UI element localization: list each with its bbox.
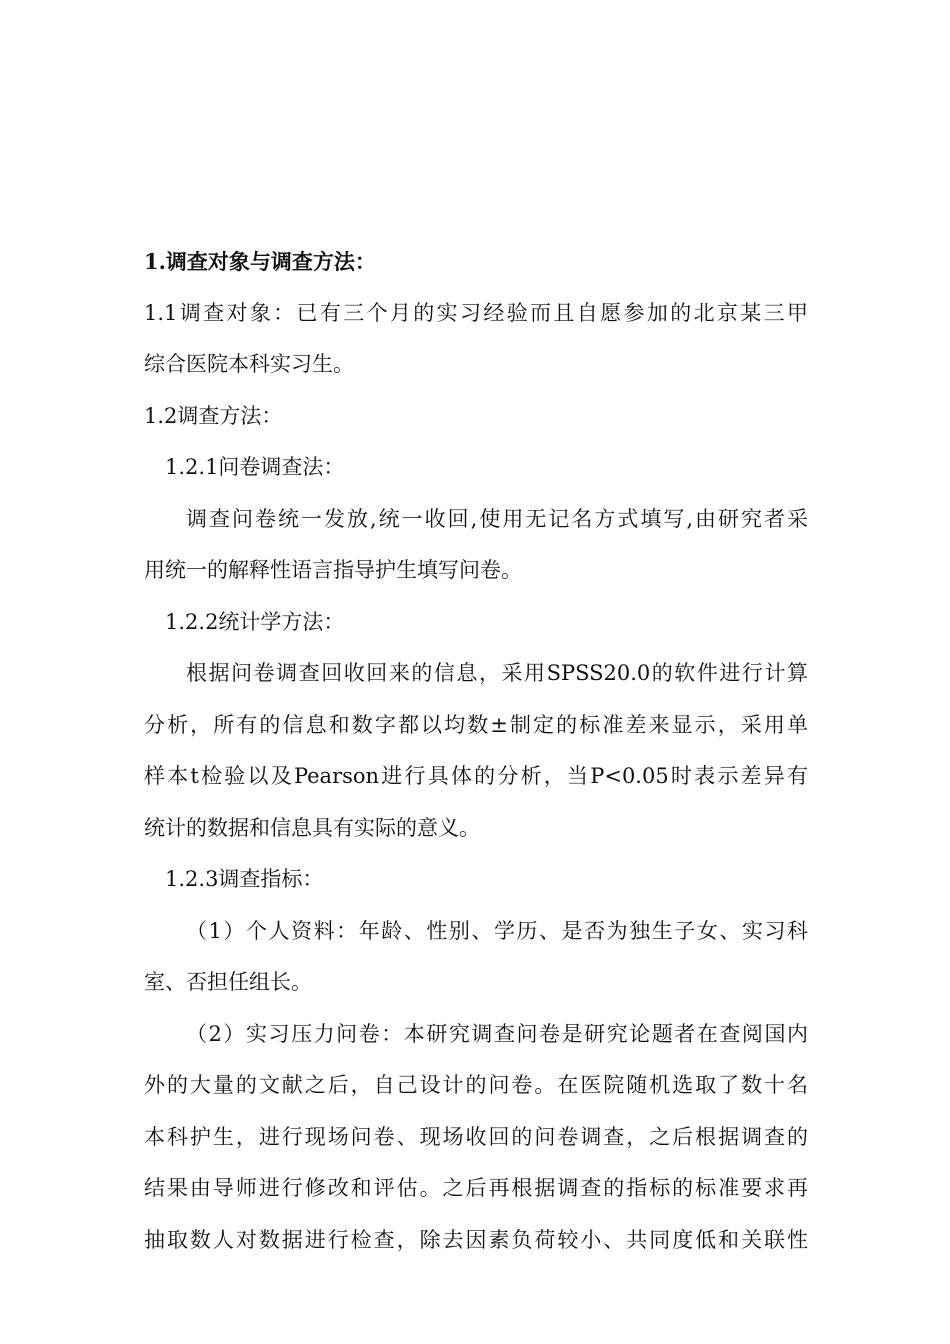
section-1-2-1-heading: 1.2.1问卷调查法：: [165, 455, 345, 479]
paragraph-4-line-4: 结果由导师进行修改和评估。之后再根据调查的指标的标准要求再: [144, 1176, 808, 1200]
paragraph-1-line-1: 调查问卷统一发放,统一收回,使用无记名方式填写,由研究者采: [186, 506, 808, 531]
section-1-2-2-heading: 1.2.2统计学方法：: [165, 609, 345, 634]
paragraph-4-line-2: 外的大量的文献之后，自己设计的问卷。在医院随机选取了数十名: [144, 1073, 808, 1097]
paragraph-3-line-2: 室、否担任组长。: [144, 970, 312, 994]
section-1-1-line-1: 1.1调查对象：已有三个月的实习经验而且自愿参加的北京某三甲: [144, 300, 808, 325]
paragraph-3-line-1: （1）个人资料：年龄、性别、学历、是否为独生子女、实习科: [186, 918, 808, 943]
paragraph-2-line-4: 统计的数据和信息具有实际的意义。: [144, 815, 480, 840]
section-1-2-heading: 1.2调查方法：: [144, 403, 283, 428]
paragraph-4-line-5: 抽取数人对数据进行检查，除去因素负荷较小、共同度低和关联性: [144, 1227, 808, 1252]
paragraph-4-line-3: 本科护生，进行现场问卷、现场收回的问卷调查，之后根据调查的: [144, 1124, 808, 1149]
paragraph-4-line-1: （2）实习压力问卷：本研究调查问卷是研究论题者在查阅国内: [186, 1021, 808, 1046]
paragraph-2-line-3: 样本t检验以及Pearson进行具体的分析，当P<0.05时表示差异有: [144, 764, 808, 788]
section-1-2-3-heading: 1.2.3调查指标：: [165, 867, 324, 891]
document-body: [144, 236, 808, 1266]
paragraph-2-line-1: 根据问卷调查回收回来的信息，采用SPSS20.0的软件进行计算: [186, 661, 808, 685]
section-heading-1: 1.调查对象与调查方法：: [144, 249, 376, 274]
paragraph-2-line-2: 分析，所有的信息和数字都以均数±制定的标准差来显示，采用单: [144, 712, 808, 737]
section-1-1-line-2: 综合医院本科实习生。: [144, 352, 354, 376]
paragraph-1-line-2: 用统一的解释性语言指导护生填写问卷。: [144, 558, 522, 582]
